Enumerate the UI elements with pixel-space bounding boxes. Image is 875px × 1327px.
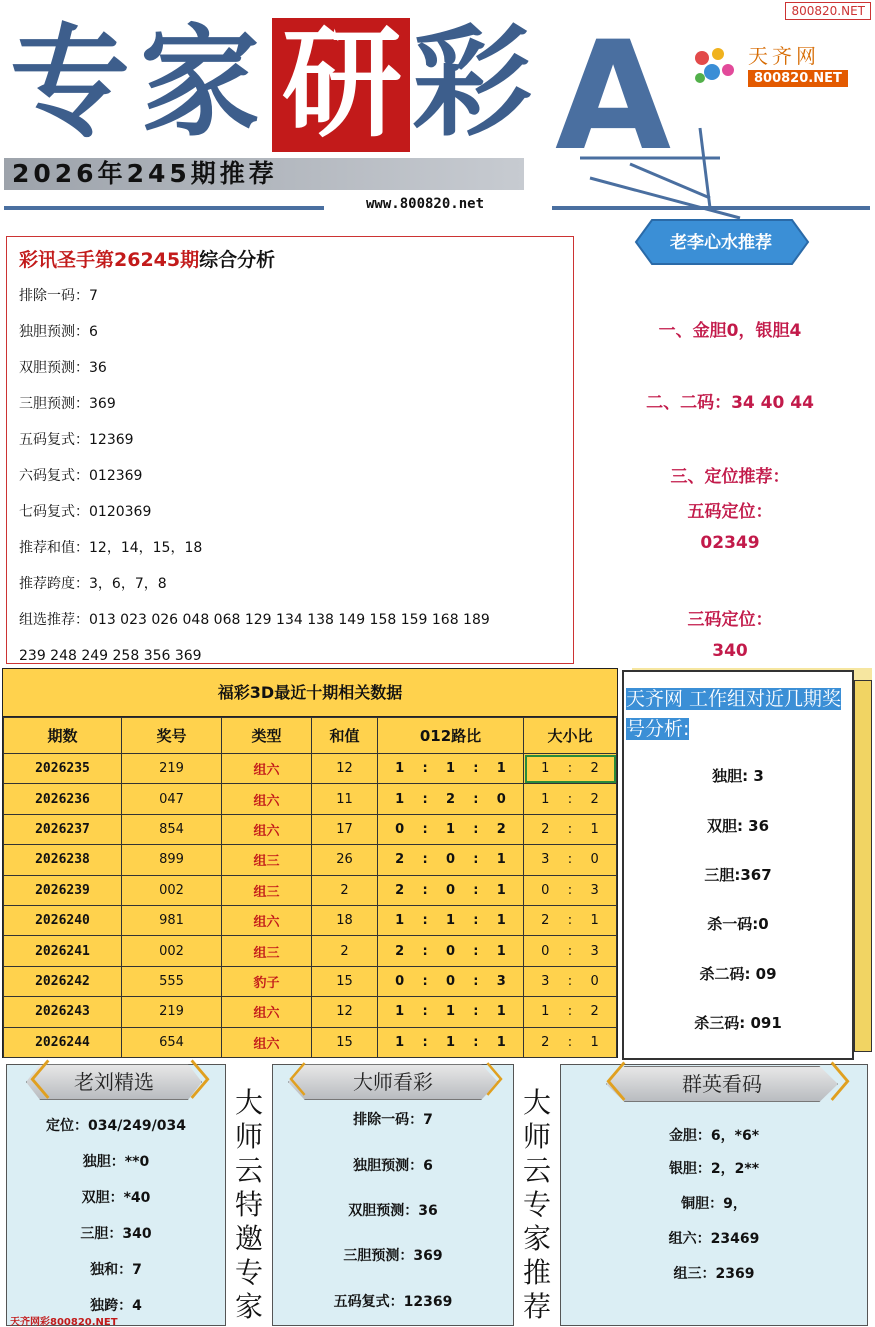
ratio-part: : [473, 852, 479, 868]
cell-012-ratio [378, 905, 524, 935]
ratio-part: 1 [496, 882, 506, 898]
chevron-left-icon: 〈 [272, 1061, 306, 1101]
ratio-part: 2 [496, 821, 506, 837]
ratio-part: : [422, 1034, 428, 1050]
ratio-part: 3 [541, 973, 550, 989]
cell-type: 组六 [222, 905, 312, 935]
cell-type: 组六 [222, 997, 312, 1027]
ratio-part: 1 [445, 1004, 455, 1020]
cell-bigsmall-ratio [524, 936, 617, 966]
qunying-line: 铜胆：9， [681, 1196, 747, 1212]
chevron-right-icon: 〉 [486, 1061, 520, 1101]
cell-sum: 18 [312, 905, 378, 935]
ratio-part: : [473, 882, 479, 898]
cell-012-ratio [378, 966, 524, 996]
dashi-line: 三胆预测：369 [343, 1248, 443, 1264]
header-period: 期数 [4, 718, 122, 754]
cell-type: 组六 [222, 814, 312, 844]
chevron-right-icon: 〉 [190, 1058, 230, 1104]
ratio-part: 1 [395, 761, 405, 777]
cell-period: 2026237 [4, 814, 122, 844]
ratio-part: 0 [445, 973, 455, 989]
ratio-part: : [567, 791, 573, 807]
ratio-part: : [422, 882, 428, 898]
chevron-left-icon: 〈 [10, 1058, 50, 1104]
site-url-link[interactable]: www.800820.net [366, 196, 485, 212]
analysis-row: 三胆预测：369 [19, 396, 116, 412]
ratio-part: 0 [445, 882, 455, 898]
cell-sum: 2 [312, 936, 378, 966]
cell-bigsmall-ratio [524, 754, 617, 784]
ratio-part: 0 [590, 973, 599, 989]
footer-note: 天齐网彩800820.NET [10, 1317, 118, 1327]
cell-number: 854 [122, 814, 222, 844]
analysis-row: 双胆预测：36 [19, 360, 107, 376]
ratio-part: : [422, 852, 428, 868]
table-title: 福彩3D最近十期相关数据 [3, 669, 617, 717]
cell-period: 2026242 [4, 966, 122, 996]
chevron-left-icon: 〈 [586, 1060, 626, 1106]
cell-type: 组六 [222, 784, 312, 814]
logo-name: 天齐网 [748, 44, 820, 68]
title-char-1: 专 [10, 14, 128, 153]
laoliu-line: 定位：034/249/034 [46, 1118, 186, 1134]
cell-number: 047 [122, 784, 222, 814]
ratio-part: : [567, 1034, 573, 1050]
ratio-part: : [567, 852, 573, 868]
ratio-part: 1 [445, 913, 455, 929]
laoli-line: 五码定位： [687, 502, 773, 522]
ratio-part: : [473, 973, 479, 989]
cell-type: 组六 [222, 1027, 312, 1057]
ratio-part: 2 [541, 1034, 550, 1050]
cell-bigsmall-ratio [524, 966, 617, 996]
ratio-part: : [422, 791, 428, 807]
vertical-char: 家 [522, 1222, 551, 1255]
header-sum: 和值 [312, 718, 378, 754]
table-row [4, 814, 617, 844]
analysis-row: 组选推荐：013 023 026 048 068 129 134 138 149 158 159 168 189 [19, 612, 490, 628]
group-analysis-item: 独胆: 3 [712, 767, 764, 785]
cell-bigsmall-ratio [524, 1027, 617, 1057]
dashi-line: 独胆预测：6 [353, 1158, 433, 1174]
dashi-panel [272, 1061, 514, 1326]
cell-period: 2026238 [4, 845, 122, 875]
ratio-part: 2 [395, 943, 405, 959]
logo-url: 800820.NET [748, 70, 848, 87]
qunying-line: 组三：2369 [673, 1266, 755, 1282]
ratio-part: 2 [395, 882, 405, 898]
cell-number: 002 [122, 936, 222, 966]
cell-012-ratio [378, 997, 524, 1027]
laoli-title: 老李心水推荐 [670, 233, 772, 253]
cell-012-ratio [378, 754, 524, 784]
vertical-char: 大 [234, 1086, 263, 1119]
cell-bigsmall-ratio [524, 784, 617, 814]
ratio-part: 0 [496, 791, 506, 807]
cell-period: 2026239 [4, 875, 122, 905]
ratio-part: 1 [496, 761, 506, 777]
cell-sum: 15 [312, 966, 378, 996]
ratio-part: 2 [541, 913, 550, 929]
ratio-part: : [567, 973, 573, 989]
ratio-part: 1 [445, 821, 455, 837]
header-bigsmall-ratio: 大小比 [524, 718, 617, 754]
vertical-char: 师 [234, 1120, 263, 1153]
ratio-part: : [473, 913, 479, 929]
ratio-part: 0 [395, 973, 405, 989]
ratio-part: 0 [541, 882, 550, 898]
laoli-line: 三码定位： [687, 610, 773, 630]
dashi-title: 大师看彩 [353, 1070, 433, 1094]
table-row [4, 905, 617, 935]
cell-sum: 26 [312, 845, 378, 875]
title-char-2: 家 [140, 14, 258, 153]
ratio-part: 1 [541, 1004, 550, 1020]
cell-bigsmall-ratio [524, 905, 617, 935]
title-letter: A [555, 10, 672, 184]
ratio-part: 0 [541, 943, 550, 959]
vertical-char: 家 [234, 1290, 263, 1323]
analysis-title [19, 245, 561, 272]
cell-period: 2026241 [4, 936, 122, 966]
cell-type: 组六 [222, 754, 312, 784]
ratio-part: : [422, 943, 428, 959]
ratio-part: 0 [445, 943, 455, 959]
vertical-char: 云 [522, 1154, 551, 1187]
laoliu-line: 三胆：340 [80, 1226, 152, 1242]
ratio-part: 2 [541, 821, 550, 837]
cell-bigsmall-ratio [524, 814, 617, 844]
analysis-box-side [854, 680, 872, 1052]
laoliu-line: 独胆：**0 [82, 1154, 150, 1170]
cell-number: 002 [122, 875, 222, 905]
ratio-part: 2 [590, 791, 599, 807]
ratio-part: 1 [445, 761, 455, 777]
title-char-3-highlight: 研 [272, 18, 410, 152]
analysis-row: 六码复式：012369 [19, 468, 143, 484]
ratio-part: : [473, 821, 479, 837]
laoliu-line: 独和：7 [90, 1262, 142, 1278]
ratio-part: 1 [395, 1004, 405, 1020]
vertical-char: 师 [522, 1120, 551, 1153]
ratio-part: 3 [541, 852, 550, 868]
analysis-panel [6, 236, 574, 664]
vertical-char: 特 [234, 1188, 263, 1221]
table-grid [3, 717, 617, 1058]
ratio-part: : [567, 882, 573, 898]
ratio-part: 1 [496, 1004, 506, 1020]
title-char-4: 彩 [412, 14, 530, 153]
table-row [4, 997, 617, 1027]
qunying-line: 银胆：2，2** [668, 1161, 760, 1177]
table-row [4, 966, 617, 996]
ratio-part: 1 [541, 791, 550, 807]
ratio-part: : [422, 761, 428, 777]
ratio-part: : [567, 1004, 573, 1020]
qunying-line: 组六：23469 [668, 1231, 760, 1247]
vertical-label-left [229, 1086, 269, 1324]
cell-period: 2026244 [4, 1027, 122, 1057]
ratio-part: 1 [496, 1034, 506, 1050]
laoli-line: 一、金胆0，银胆4 [658, 321, 802, 341]
cell-bigsmall-ratio [524, 875, 617, 905]
qunying-title: 群英看码 [682, 1072, 762, 1096]
cell-type: 组三 [222, 875, 312, 905]
ratio-part: 1 [496, 852, 506, 868]
cell-number: 654 [122, 1027, 222, 1057]
table-row [4, 784, 617, 814]
ratio-part: : [473, 1034, 479, 1050]
cell-sum: 15 [312, 1027, 378, 1057]
cell-012-ratio [378, 875, 524, 905]
table-row [4, 936, 617, 966]
analysis-row: 独胆预测：6 [19, 324, 98, 340]
laoli-line: 三、定位推荐： [670, 467, 790, 487]
analysis-row: 五码复式：12369 [19, 432, 134, 448]
ratio-part: 1 [590, 821, 599, 837]
vertical-char: 荐 [522, 1290, 551, 1323]
group-analysis-title [626, 684, 850, 744]
ratio-part: 2 [590, 761, 599, 777]
group-analysis-brand: 天齐网 [626, 688, 684, 710]
ratio-part: : [473, 791, 479, 807]
lottery-balls-icon [690, 44, 740, 88]
cell-sum: 12 [312, 997, 378, 1027]
cell-period: 2026236 [4, 784, 122, 814]
header-012-ratio: 012路比 [378, 718, 524, 754]
cell-type: 组三 [222, 845, 312, 875]
ratio-part: : [567, 943, 573, 959]
ratio-part: 3 [590, 882, 599, 898]
vertical-char: 专 [234, 1256, 263, 1289]
vertical-char: 邀 [234, 1222, 263, 1255]
cell-period: 2026243 [4, 997, 122, 1027]
cell-bigsmall-ratio [524, 845, 617, 875]
dashi-line: 五码复式：12369 [333, 1294, 453, 1310]
ratio-part: 0 [590, 852, 599, 868]
laoli-line: 02349 [700, 533, 760, 553]
laoliu-line: 独跨：4 [90, 1298, 142, 1314]
group-analysis-item: 双胆: 36 [706, 817, 770, 835]
cell-type: 豹子 [222, 966, 312, 996]
vertical-char: 推 [522, 1256, 551, 1289]
vertical-char: 专 [522, 1188, 551, 1221]
cell-sum: 2 [312, 875, 378, 905]
cell-sum: 12 [312, 754, 378, 784]
ratio-part: 2 [445, 791, 455, 807]
divider-right [552, 206, 870, 210]
group-analysis-item: 三胆:367 [704, 866, 772, 884]
period-title: 2026年245期推荐 [12, 159, 278, 188]
table-row [4, 1027, 617, 1057]
ratio-part: : [567, 913, 573, 929]
ratio-part: 1 [590, 1034, 599, 1050]
ratio-part: 1 [395, 913, 405, 929]
ratio-part: 2 [590, 1004, 599, 1020]
cell-number: 555 [122, 966, 222, 996]
ratio-part: : [422, 821, 428, 837]
dashi-line: 双胆预测：36 [348, 1203, 438, 1219]
ratio-part: 1 [496, 943, 506, 959]
cell-012-ratio [378, 845, 524, 875]
cell-period: 2026235 [4, 754, 122, 784]
cell-sum: 17 [312, 814, 378, 844]
ratio-part: 1 [445, 1034, 455, 1050]
header-type: 类型 [222, 718, 312, 754]
vertical-char: 云 [234, 1154, 263, 1187]
cell-type: 组三 [222, 936, 312, 966]
vertical-char: 大 [522, 1086, 551, 1119]
ratio-part: 1 [395, 1034, 405, 1050]
ratio-part: 2 [395, 852, 405, 868]
ratio-part: : [567, 821, 573, 837]
decor-arrows-icon [570, 118, 770, 228]
analysis-row: 七码复式：0120369 [19, 504, 152, 520]
laoliu-line: 双胆：*40 [81, 1190, 151, 1206]
ratio-part: 1 [496, 913, 506, 929]
group-analysis-item: 杀一码:0 [707, 915, 769, 933]
table-row [4, 754, 617, 784]
analysis-row: 239 248 249 258 356 369 [19, 648, 202, 664]
ratio-part: : [422, 973, 428, 989]
cell-012-ratio [378, 814, 524, 844]
ratio-part: 0 [395, 821, 405, 837]
ratio-part: 1 [395, 791, 405, 807]
laoliu-title: 老刘精选 [74, 1070, 154, 1094]
group-analysis-title-rest: 工作组对近几期奖号分析: [626, 688, 842, 740]
table-row [4, 875, 617, 905]
ratio-part: 3 [590, 943, 599, 959]
cell-number: 981 [122, 905, 222, 935]
ratio-part: : [567, 761, 573, 777]
laoli-line: 二、二码：34 40 44 [646, 393, 814, 413]
cell-sum: 11 [312, 784, 378, 814]
chevron-right-icon: 〉 [830, 1060, 870, 1106]
cell-012-ratio [378, 1027, 524, 1057]
group-analysis-item: 杀二码: 09 [699, 965, 777, 983]
ratio-part: 0 [445, 852, 455, 868]
dashi-line: 排除一码：7 [353, 1112, 433, 1128]
group-analysis-item: 杀三码: 091 [694, 1014, 782, 1032]
analysis-title-rest: 综合分析 [199, 249, 276, 271]
qunying-line: 金胆：6，*6* [668, 1128, 760, 1144]
analysis-row: 推荐和值：12，14，15，18 [19, 540, 203, 556]
cell-number: 219 [122, 997, 222, 1027]
analysis-title-red: 彩讯圣手第26245期 [19, 249, 200, 271]
analysis-row: 推荐跨度：3，6，7，8 [19, 576, 167, 592]
table-row [4, 845, 617, 875]
ratio-part: 1 [541, 761, 550, 777]
divider-left [4, 206, 324, 210]
ratio-part: : [473, 1004, 479, 1020]
ratio-part: 1 [590, 913, 599, 929]
ratio-part: : [473, 943, 479, 959]
cell-012-ratio [378, 936, 524, 966]
cell-number: 219 [122, 754, 222, 784]
ratio-part: : [473, 761, 479, 777]
ratio-part: : [422, 913, 428, 929]
vertical-label-right [517, 1086, 557, 1324]
analysis-row: 排除一码：7 [19, 288, 98, 304]
cell-012-ratio [378, 784, 524, 814]
cell-period: 2026240 [4, 905, 122, 935]
ratio-part: 3 [496, 973, 506, 989]
header-number: 奖号 [122, 718, 222, 754]
ratio-part: : [422, 1004, 428, 1020]
cell-number: 899 [122, 845, 222, 875]
watermark-badge: 800820.NET [785, 2, 871, 20]
cell-bigsmall-ratio [524, 997, 617, 1027]
laoli-line: 340 [712, 641, 748, 661]
recent-data-table [2, 668, 618, 1058]
